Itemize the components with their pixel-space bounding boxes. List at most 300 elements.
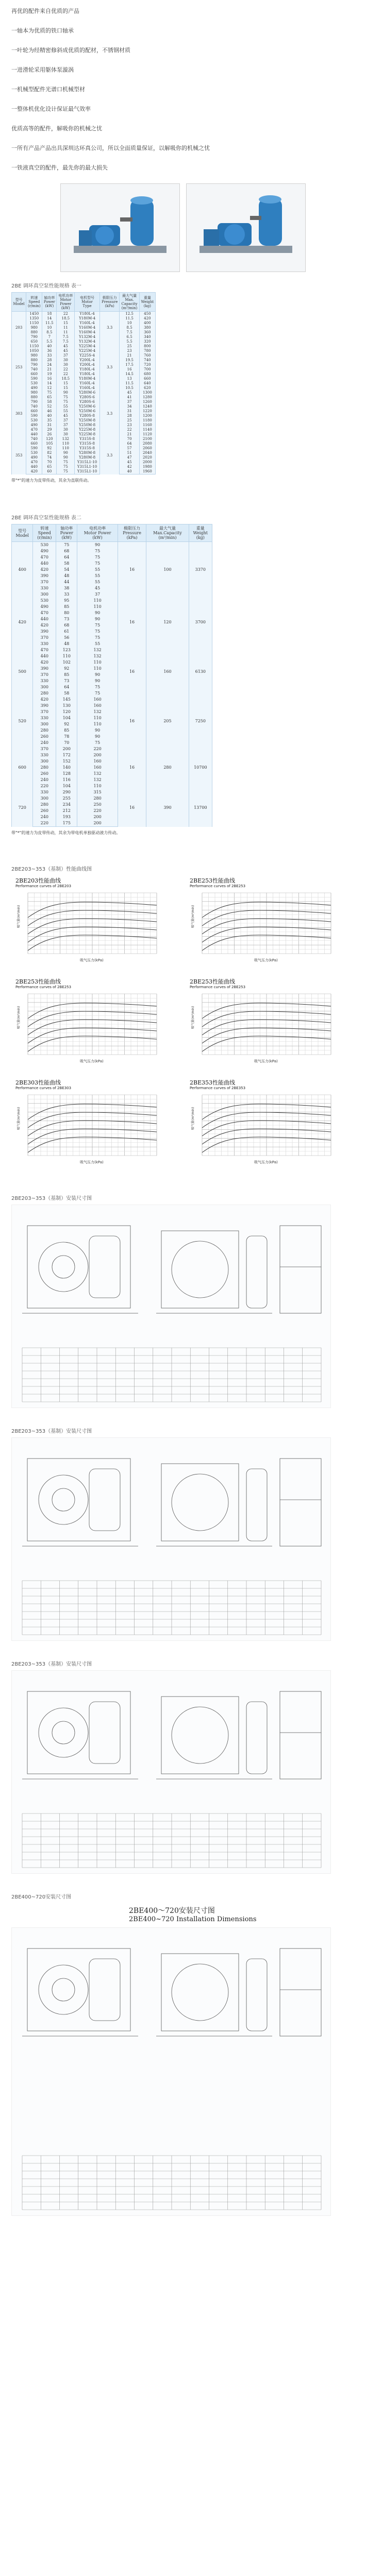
x-axis-label: 吸气压力(kPa): [80, 958, 104, 962]
table-cell: 370: [33, 746, 56, 752]
table-cell: 600: [12, 746, 33, 789]
table-cell: 490: [26, 423, 42, 428]
table-cell: Y315L1-10: [75, 465, 100, 469]
table-cell: 200: [77, 820, 118, 827]
performance-curve: [190, 1079, 344, 1167]
table-cell: 70: [56, 740, 77, 746]
table-cell: 2000: [139, 460, 155, 465]
table-row: [12, 353, 156, 358]
table-cell: 22: [57, 372, 75, 377]
drawing-svg: [12, 1438, 330, 1641]
table-cell: 420: [33, 697, 56, 703]
table-cell: 11: [57, 326, 75, 330]
section5-title: 2BE203~353（基制）安装尺寸图: [11, 1429, 92, 1434]
table-cell: 490: [26, 455, 42, 460]
table-header: 轴功率 Power (kW): [42, 293, 57, 312]
table-cell: 390: [33, 573, 56, 579]
table-header: 重量 Weight (kg): [139, 293, 155, 312]
table-cell: 160: [77, 765, 118, 771]
table-cell: 880: [26, 395, 42, 400]
table-cell: 1050: [26, 349, 42, 353]
curves-grid: [0, 877, 366, 1167]
table-cell: 75: [77, 554, 118, 561]
table-cell: 280: [33, 802, 56, 808]
table-cell: 160: [77, 758, 118, 765]
table-cell: 37: [57, 423, 75, 428]
table-cell: 240: [33, 777, 56, 783]
curve-plot: [15, 992, 170, 1066]
intro-line: 优质高等的配件，解吸你的机械之忧: [11, 125, 102, 132]
table-cell: 85: [56, 727, 77, 734]
table-row: [12, 647, 212, 653]
table-cell: 360: [139, 330, 155, 335]
table-cell: Y225M-8: [75, 428, 100, 432]
table-cell: 790: [26, 363, 42, 367]
table-cell: 7.5: [57, 335, 75, 340]
table-cell: 280: [33, 690, 56, 697]
table-cell: 1180: [139, 418, 155, 423]
table-row: [12, 455, 156, 460]
table-cell: 92: [42, 446, 57, 451]
performance-curve: [190, 877, 344, 965]
y-axis-label: 吸气量(m³/min): [191, 905, 195, 928]
table-row: [12, 446, 156, 451]
table-cell: 75: [57, 469, 75, 474]
table-cell: 1240: [139, 404, 155, 409]
table-cell: 590: [26, 377, 42, 381]
section2-title: 2BE 调环真空泵性能规格 表二: [11, 515, 81, 521]
table-cell: 300: [33, 591, 56, 598]
y-axis-label: 吸气量(m³/min): [17, 1107, 21, 1130]
table-cell: Y132M-4: [75, 340, 100, 344]
table-cell: 16: [120, 367, 139, 372]
table-cell: 160: [77, 697, 118, 703]
x-axis-label: 吸气压力(kPa): [254, 958, 278, 962]
drawing-part: [39, 1475, 88, 1524]
table-cell: 52: [42, 404, 57, 409]
section1-title: 2BE 调环真空泵性能规格 表一: [11, 283, 81, 289]
table-cell: 28: [120, 414, 139, 418]
table-cell: 80: [56, 610, 77, 616]
intro-line: 一轴本为优质的铁口轴承: [11, 27, 74, 34]
table-cell: 200: [56, 746, 77, 752]
table-header: 电机功率 Motor Power (kW): [57, 293, 75, 312]
table-cell: 490: [33, 548, 56, 554]
drawing-part: [39, 1242, 88, 1292]
drawing-part: [27, 1691, 130, 1774]
drawing-part: [39, 1708, 88, 1757]
table-cell: 330: [33, 752, 56, 758]
table-cell: 64: [56, 554, 77, 561]
table-cell: 152: [56, 758, 77, 765]
curve-subtitle: Performance curves of 2BE203: [15, 884, 72, 888]
table-cell: 530: [26, 451, 42, 455]
table-cell: 660: [26, 372, 42, 377]
table-cell: 58: [56, 561, 77, 567]
table-cell: 11.5: [42, 321, 57, 326]
table-cell: 37: [120, 400, 139, 404]
curve-subtitle: Performance curves of 2BE303: [15, 1086, 72, 1090]
table-cell: 110: [77, 783, 118, 789]
table-row: [12, 442, 156, 446]
drawing-part: [246, 1959, 267, 2031]
drawing-part: [89, 1959, 120, 2021]
table-header: 最大气量 Max.Capacity (m³/min): [146, 524, 189, 542]
table-cell: 3.3: [99, 437, 120, 474]
table-cell: 33: [42, 353, 57, 358]
table-cell: 24: [42, 363, 57, 367]
table-cell: 90: [77, 616, 118, 622]
drawing-svg: [12, 1205, 330, 1409]
drawing-part: [161, 1697, 239, 1774]
table-cell: 440: [33, 653, 56, 659]
drawing-part: [280, 1459, 321, 1546]
drawing-part: [39, 1965, 88, 2014]
table-row: [12, 418, 156, 423]
curve-title: 2BE353性能曲线: [190, 1079, 236, 1086]
table-cell: 42: [120, 465, 139, 469]
table-cell: 2040: [139, 451, 155, 455]
x-axis-label: 吸气压力(kPa): [80, 1059, 104, 1063]
table-cell: Y315S-8: [75, 442, 100, 446]
table-cell: 31: [42, 423, 57, 428]
drawing-part: [89, 1236, 120, 1298]
table-cell: 75: [57, 465, 75, 469]
table-cell: 253: [12, 344, 26, 391]
table-cell: 330: [33, 678, 56, 684]
table-cell: 15: [57, 381, 75, 386]
drawing-part: [161, 1231, 239, 1308]
section4-title: 2BE203~353（基制）安装尺寸图: [11, 1196, 92, 1201]
table-cell: Y315L1-10: [75, 469, 100, 474]
table-cell: 760: [139, 353, 155, 358]
table-cell: Y315S-8: [75, 446, 100, 451]
table-cell: 172: [56, 752, 77, 758]
table-cell: 300: [33, 758, 56, 765]
table-cell: 30: [57, 432, 75, 437]
table-cell: 420: [33, 567, 56, 573]
table-cell: 300: [33, 795, 56, 802]
table-cell: 90: [57, 455, 75, 460]
section3-title: 2BE203~353（基制）性能曲线图: [11, 867, 92, 872]
table-cell: 75: [77, 684, 118, 690]
table-cell: 110: [57, 442, 75, 446]
table-cell: 75: [57, 395, 75, 400]
table-cell: 12.5: [120, 312, 139, 317]
table-cell: 203: [12, 312, 26, 345]
table-cell: 700: [139, 367, 155, 372]
table-header: 轴功率 Power (kW): [56, 524, 77, 542]
table-cell: 790: [26, 335, 42, 340]
table-cell: 45: [77, 585, 118, 591]
installation-drawing-3: [11, 1670, 331, 1874]
table-cell: Y280S-6: [75, 395, 100, 400]
section1-note: 带"*"的速力为皮带传动，其余为直联传动。: [11, 478, 92, 483]
table-cell: 70: [120, 437, 139, 442]
table-cell: 55: [57, 409, 75, 414]
y-axis-label: 吸气量(m³/min): [17, 905, 21, 928]
table-cell: 390: [33, 629, 56, 635]
table-cell: 47: [120, 455, 139, 460]
table-row: [12, 340, 156, 344]
spec-table-2: [11, 524, 212, 827]
x-axis-label: 吸气压力(kPa): [80, 1160, 104, 1164]
table-cell: 56: [56, 635, 77, 641]
x-axis-label: 吸气压力(kPa): [254, 1160, 278, 1164]
table-header: 型号 Model: [12, 524, 33, 542]
table-cell: Y280M-6: [75, 391, 100, 395]
table-row: [12, 330, 156, 335]
table-cell: 19.5: [120, 358, 139, 363]
table-cell: 330: [33, 789, 56, 795]
table-cell: 132: [77, 777, 118, 783]
table-cell: 390: [33, 666, 56, 672]
table-cell: 8.5: [120, 326, 139, 330]
table-cell: 68: [56, 548, 77, 554]
table-cell: Y160L-4: [75, 381, 100, 386]
table-cell: 1160: [139, 423, 155, 428]
table-cell: 1300: [139, 391, 155, 395]
table-cell: 14.5: [120, 372, 139, 377]
table-cell: 340: [139, 335, 155, 340]
drawing-part: [52, 1978, 75, 2001]
table-cell: 116: [56, 777, 77, 783]
table-cell: 45: [57, 349, 75, 353]
table-cell: 660: [139, 377, 155, 381]
table-cell: 120: [146, 598, 189, 647]
table-cell: 1960: [139, 469, 155, 474]
table-cell: 260: [33, 771, 56, 777]
table-row: [12, 542, 212, 549]
table-cell: 12: [42, 386, 57, 391]
table-cell: 58: [42, 400, 57, 404]
table-cell: 7250: [189, 697, 212, 746]
table-cell: 10.5: [120, 386, 139, 391]
table-cell: 15: [57, 321, 75, 326]
table-cell: 5.5: [120, 340, 139, 344]
table-cell: 23: [120, 423, 139, 428]
table-cell: 44: [56, 579, 77, 585]
table-cell: Y180L-4: [75, 312, 100, 317]
table-row: [12, 377, 156, 381]
table-cell: 40: [42, 414, 57, 418]
table-cell: 75: [56, 542, 77, 549]
table-cell: 620: [139, 386, 155, 391]
table-cell: 55: [57, 404, 75, 409]
table-cell: 95: [56, 598, 77, 604]
table-cell: 470: [26, 460, 42, 465]
table-cell: 160: [146, 647, 189, 697]
performance-curve: [190, 978, 344, 1066]
table-cell: 19: [42, 372, 57, 377]
table-cell: 37: [57, 353, 75, 358]
table-cell: Y280S-6: [75, 400, 100, 404]
table-cell: 37: [57, 418, 75, 423]
table-cell: 240: [33, 814, 56, 820]
table-cell: 315: [77, 789, 118, 795]
table-row: [12, 409, 156, 414]
table-cell: 132: [57, 437, 75, 442]
table-row: [12, 344, 156, 349]
table-cell: 370: [33, 579, 56, 585]
table-cell: 110: [77, 604, 118, 610]
table-cell: Y160M-4: [75, 330, 100, 335]
table-cell: 25: [120, 418, 139, 423]
table-cell: 280: [33, 765, 56, 771]
table-cell: 260: [33, 808, 56, 814]
table-cell: 260: [33, 734, 56, 740]
drawing-part: [161, 1954, 239, 2031]
table-cell: 104: [56, 715, 77, 721]
table-cell: 13: [120, 377, 139, 381]
table-cell: 21: [42, 367, 57, 372]
table-cell: 23: [120, 349, 139, 353]
table-cell: Y180M-4: [75, 316, 100, 321]
table-cell: 470: [33, 647, 56, 653]
table-cell: 740: [26, 367, 42, 372]
table-row: [12, 316, 156, 321]
table-cell: 16: [118, 746, 146, 789]
table-cell: 90: [57, 391, 75, 395]
table-cell: 58: [56, 690, 77, 697]
table-cell: 75: [57, 460, 75, 465]
table-cell: 370: [33, 672, 56, 678]
table-header: 型号 Model: [12, 293, 26, 312]
table-cell: 440: [33, 561, 56, 567]
y-axis-label: 吸气量(m³/min): [191, 1006, 195, 1029]
table-cell: 470: [26, 428, 42, 432]
table-cell: 130: [56, 703, 77, 709]
table-header: 极限压力 Pressure (kPa): [99, 293, 120, 312]
table-cell: Y225M-8: [75, 432, 100, 437]
table-cell: 800: [139, 344, 155, 349]
section7-title: 2BE400~720安装尺寸图: [11, 1894, 72, 1900]
table-row: [12, 789, 212, 795]
table-cell: 14: [42, 316, 57, 321]
table-cell: 18.5: [57, 377, 75, 381]
table-cell: 75: [77, 690, 118, 697]
table-row: [12, 598, 212, 604]
table-cell: 15: [57, 386, 75, 391]
table-cell: 390: [146, 789, 189, 827]
table-cell: 75: [77, 635, 118, 641]
table-cell: 660: [26, 442, 42, 446]
drawing-part: [52, 1721, 75, 1744]
x-axis-label: 吸气压力(kPa): [254, 1059, 278, 1063]
table-cell: 132: [77, 771, 118, 777]
table-cell: 21: [120, 432, 139, 437]
table-cell: Y280S-8: [75, 414, 100, 418]
drawing-part: [246, 1702, 267, 1774]
table-cell: Y250M-8: [75, 418, 100, 423]
table-cell: 16: [118, 697, 146, 746]
table-row: [12, 358, 156, 363]
table-cell: 22: [120, 428, 139, 432]
table-cell: 10700: [189, 746, 212, 789]
table-cell: 18: [42, 312, 57, 317]
table-cell: 3370: [189, 542, 212, 598]
table-header: 最大气量 Max. Capacity (m³/min): [120, 293, 139, 312]
table-cell: 320: [139, 340, 155, 344]
table-cell: Y250M-8: [75, 423, 100, 428]
table-cell: 64: [120, 442, 139, 446]
drawing-part: [161, 1464, 239, 1541]
table-cell: 30: [57, 428, 75, 432]
table-cell: 40: [42, 344, 57, 349]
table-header: 电机型号 Motor Type: [75, 293, 100, 312]
table-row: [12, 321, 156, 326]
table-cell: 530: [26, 418, 42, 423]
table-cell: 145: [56, 697, 77, 703]
table-cell: 70: [42, 460, 57, 465]
table-header: 转速 Speed (r/min): [26, 293, 42, 312]
drawing-part: [172, 1707, 228, 1764]
intro-line: 一整体机优化设计保证最气效率: [11, 106, 91, 112]
table-row: [12, 386, 156, 391]
table-cell: 29: [42, 428, 57, 432]
table-cell: 5.5: [42, 340, 57, 344]
table-cell: 33: [56, 591, 77, 598]
table-cell: 18.5: [57, 316, 75, 321]
table-cell: 55: [77, 641, 118, 647]
table-cell: 330: [33, 585, 56, 591]
table-cell: 92: [56, 666, 77, 672]
table-cell: 3.3: [99, 312, 120, 345]
table-cell: 55: [77, 579, 118, 585]
table-cell: 8.5: [42, 330, 57, 335]
curve-plot: [15, 1093, 170, 1167]
table-cell: 120: [56, 709, 77, 715]
table-cell: 420: [12, 598, 33, 647]
table-cell: 26: [42, 432, 57, 437]
table-cell: 290: [56, 789, 77, 795]
pump-photo-left: [60, 183, 180, 272]
table-cell: 450: [139, 312, 155, 317]
table-cell: 110: [77, 666, 118, 672]
table-row: [12, 465, 156, 469]
table-cell: Y315S-8: [75, 437, 100, 442]
table-cell: 17.5: [120, 363, 139, 367]
table-cell: Y180M-4: [75, 377, 100, 381]
table-cell: 6130: [189, 647, 212, 697]
table-cell: 28: [42, 358, 57, 363]
table-cell: 440: [26, 432, 42, 437]
table-cell: 7: [42, 335, 57, 340]
drawing-part: [27, 1459, 130, 1541]
performance-curve: [15, 978, 170, 1066]
table-cell: 132: [77, 709, 118, 715]
table-cell: 790: [26, 400, 42, 404]
table-cell: 35: [42, 418, 57, 423]
table-cell: 2080: [139, 442, 155, 446]
table-row: [12, 363, 156, 367]
drawing-part: [172, 1964, 228, 2021]
table-cell: 390: [33, 703, 56, 709]
table-cell: 110: [77, 659, 118, 666]
table-row: [12, 395, 156, 400]
table-cell: 740: [139, 358, 155, 363]
table-row: [12, 404, 156, 409]
table-cell: 16: [118, 542, 146, 598]
curve-plot: [15, 891, 170, 965]
intro-line: 再优的配件来自优质的产品: [11, 8, 79, 14]
table-cell: Y225S-4: [75, 353, 100, 358]
table-cell: 640: [139, 381, 155, 386]
table-cell: Y225M-4: [75, 344, 100, 349]
table-cell: 90: [77, 678, 118, 684]
table-cell: Y280M-8: [75, 451, 100, 455]
table-cell: 300: [33, 721, 56, 727]
